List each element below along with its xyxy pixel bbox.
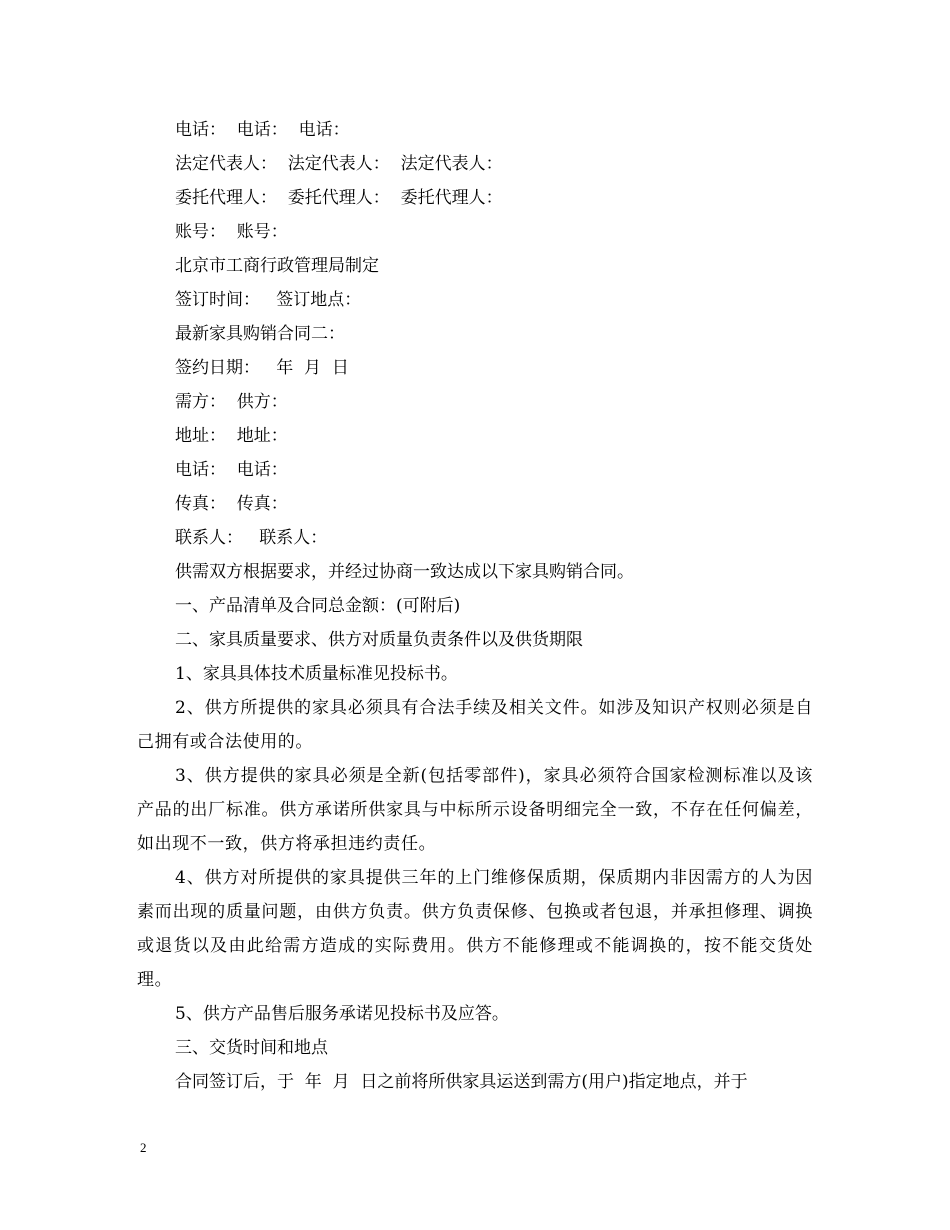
clause-2: 2、供方所提供的家具必须具有合法手续及相关文件。如涉及知识产权则必须是自己拥有或合法使用的。: [137, 698, 813, 752]
clause-3: 3、供方提供的家具必须是全新(包括零部件)，家具必须符合国家检测标准以及该产品的出厂标准。供方承诺所供家具与中标所示设备明细完全一致，不存在任何偏差，如出现不一致，供方将承担违约责任。: [137, 766, 813, 854]
agreement-intro-line: 供需双方根据要求，并经过协商一致达成以下家具购销合同。: [175, 562, 634, 582]
contact-phone-line: 电话： 电话： 电话：: [175, 120, 350, 140]
contract-two-heading: 最新家具购销合同二：: [175, 324, 345, 344]
address-line: 地址： 地址：: [175, 426, 288, 446]
phone-line: 电话： 电话：: [175, 460, 288, 480]
fax-line: 传真： 传真：: [175, 494, 288, 514]
authorized-agent-line: 委托代理人： 委托代理人： 委托代理人：: [175, 188, 503, 208]
signing-date-line: 签约日期： 年 月 日: [175, 358, 349, 378]
section-one-heading: 一、产品清单及合同总金额：(可附后): [175, 596, 461, 616]
clause-4: 4、供方对所提供的家具提供三年的上门维修保质期，保质期内非因需方的人为因素而出现的质量问题，由供方负责。供方负责保修、包换或者包退，并承担修理、调换或退货以及由此给需方造成的实际费用。供方不能修理或不能调换的，按不能交货处理。: [137, 868, 813, 990]
section-two-heading: 二、家具质量要求、供方对质量负责条件以及供货期限: [175, 630, 583, 650]
account-number-line: 账号： 账号：: [175, 222, 288, 242]
clause-5: 5、供方产品售后服务承诺见投标书及应答。: [175, 1004, 509, 1024]
buyer-supplier-line: 需方： 供方：: [175, 392, 288, 412]
delivery-paragraph: 合同签订后，于 年 月 日之前将所供家具运送到需方(用户)指定地点，并于: [175, 1072, 748, 1092]
section-three-heading: 三、交货时间和地点: [175, 1038, 328, 1058]
issuer-line: 北京市工商行政管理局制定: [175, 256, 379, 276]
document-body: [137, 113, 813, 1099]
page-number: 2: [140, 1140, 147, 1155]
contact-person-line: 联系人： 联系人：: [175, 528, 328, 548]
clause-1: 1、家具具体技术质量标准见投标书。: [175, 664, 458, 684]
signing-time-place-line: 签订时间： 签订地点：: [175, 290, 362, 310]
legal-representative-line: 法定代表人： 法定代表人： 法定代表人：: [175, 154, 503, 174]
